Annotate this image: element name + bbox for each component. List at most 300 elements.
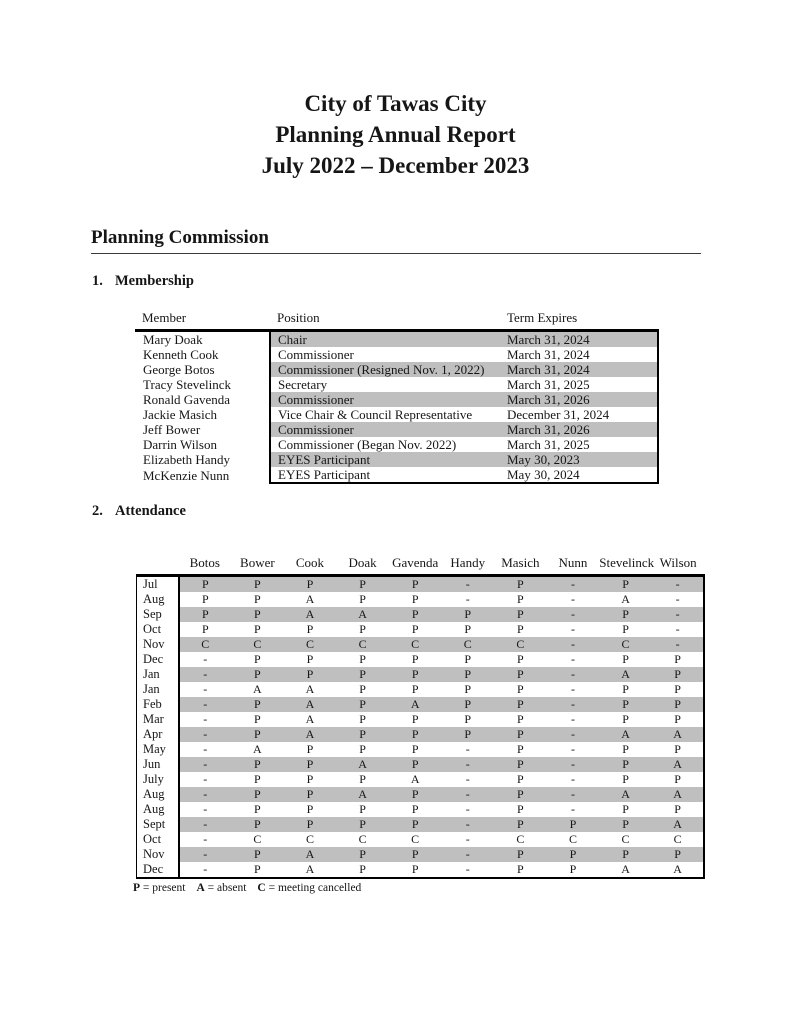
attendance-value-cell: -	[203, 832, 208, 846]
attendance-value-cell: P	[652, 847, 705, 862]
member-name-cell: Jeff Bower	[143, 422, 201, 437]
attendance-value-cell: P	[494, 847, 547, 862]
attendance-value-cell: -	[570, 772, 575, 786]
attendance-value-cell: -	[547, 607, 600, 622]
attendance-value-cell: P	[517, 772, 524, 786]
attendance-value-cell: P	[231, 607, 284, 622]
attendance-value-cell: P	[494, 697, 547, 712]
attendance-value-cell: P	[464, 682, 472, 696]
attendance-value-cell: P	[306, 772, 314, 786]
attendance-value-cell: P	[622, 652, 629, 666]
attendance-value-cell: P	[359, 772, 366, 786]
attendance-value-cell: A	[305, 682, 315, 696]
attendance-value-cell: P	[411, 712, 419, 726]
attendance-value-cell: P	[306, 622, 314, 636]
member-position-cell: Vice Chair & Council Representative	[270, 407, 500, 422]
attendance-value-cell: P	[336, 697, 389, 712]
attendance-value-cell: -	[652, 576, 705, 593]
attendance-value-cell: P	[652, 712, 705, 727]
attendance-col-header-handy: Handy	[441, 555, 494, 576]
attendance-value-cell: -	[570, 622, 575, 636]
attendance-value-cell: A	[305, 592, 315, 606]
attendance-value-cell: P	[336, 576, 389, 593]
section-heading-planning-commission: Planning Commission	[91, 227, 701, 254]
attendance-value-cell: P	[231, 667, 284, 682]
attendance-value-cell: P	[389, 576, 442, 593]
member-term-cell: March 31, 2024	[500, 331, 658, 348]
attendance-value-cell: A	[284, 847, 337, 862]
attendance-value-cell: P	[389, 817, 442, 832]
attendance-value-cell: P	[359, 652, 366, 666]
attendance-value-cell: P	[411, 652, 419, 666]
attendance-month-cell: May	[137, 742, 179, 757]
attendance-value-cell: A	[284, 862, 337, 878]
title-line-daterange: July 2022 – December 2023	[261, 153, 530, 178]
attendance-value-cell: -	[570, 742, 575, 756]
attendance-value-cell: P	[599, 757, 652, 772]
attendance-value-cell: P	[411, 592, 419, 606]
attendance-row	[137, 847, 705, 862]
member-name-cell: Kenneth Cook	[143, 347, 219, 362]
attendance-value-cell: -	[465, 742, 470, 756]
attendance-section-number: 2.	[92, 503, 103, 519]
attendance-value-cell: P	[284, 757, 337, 772]
attendance-value-cell: P	[494, 727, 547, 742]
title-line-city: City of Tawas City	[304, 91, 487, 116]
membership-row	[135, 331, 658, 348]
membership-row	[135, 452, 658, 467]
member-position-cell: Commissioner (Began Nov. 2022)	[270, 437, 500, 452]
attendance-value-cell: P	[336, 847, 389, 862]
attendance-value-cell: A	[253, 682, 262, 696]
member-term-cell: December 31, 2024	[500, 407, 658, 422]
attendance-row	[137, 802, 705, 817]
member-term-cell: March 31, 2026	[500, 422, 658, 437]
attendance-value-cell: P	[389, 607, 442, 622]
attendance-month-cell: Mar	[137, 712, 179, 727]
document-title	[0, 0, 791, 181]
attendance-value-cell: P	[517, 592, 524, 606]
attendance-month-cell: Jan	[137, 667, 179, 682]
attendance-value-cell: C	[516, 832, 525, 846]
attendance-value-cell: P	[389, 787, 442, 802]
attendance-value-cell: P	[411, 742, 419, 756]
attendance-value-cell: -	[570, 652, 575, 666]
attendance-value-cell: -	[179, 667, 232, 682]
attendance-value-cell: P	[547, 862, 600, 878]
attendance-row	[137, 772, 705, 787]
attendance-value-cell: P	[201, 622, 209, 636]
attendance-value-cell: -	[570, 802, 575, 816]
attendance-value-cell: A	[621, 592, 630, 606]
member-term-cell: March 31, 2025	[500, 437, 658, 452]
membership-section-heading	[92, 273, 791, 290]
attendance-col-header-blank	[137, 555, 179, 576]
attendance-month-cell: Feb	[137, 697, 179, 712]
attendance-value-cell: -	[547, 787, 600, 802]
attendance-value-cell: C	[494, 637, 547, 652]
attendance-value-cell: P	[359, 802, 366, 816]
attendance-value-cell: P	[179, 576, 232, 593]
attendance-value-cell: A	[284, 697, 337, 712]
member-position-cell: Chair	[270, 331, 500, 348]
legend-key: P	[133, 882, 141, 894]
attendance-value-cell: P	[622, 772, 629, 786]
attendance-row	[137, 712, 705, 727]
attendance-row	[137, 727, 705, 742]
attendance-value-cell: -	[465, 772, 470, 786]
attendance-month-cell: Dec	[137, 652, 179, 667]
attendance-value-cell: P	[441, 667, 494, 682]
attendance-row	[137, 592, 705, 607]
member-term-cell: March 31, 2024	[500, 347, 658, 362]
member-name-cell: Ronald Gavenda	[143, 392, 231, 407]
attendance-value-cell: A	[652, 727, 705, 742]
attendance-value-cell: P	[599, 697, 652, 712]
attendance-value-cell: P	[494, 757, 547, 772]
attendance-value-cell: C	[441, 637, 494, 652]
attendance-value-cell: P	[652, 682, 705, 697]
attendance-value-cell: A	[599, 667, 652, 682]
member-name-cell: Jackie Masich	[143, 407, 218, 422]
attendance-month-cell: Aug	[137, 787, 179, 802]
attendance-value-cell: -	[203, 712, 208, 726]
attendance-value-cell: P	[336, 727, 389, 742]
membership-row	[135, 467, 658, 483]
attendance-value-cell: P	[306, 652, 314, 666]
member-name-cell: George Botos	[143, 362, 215, 377]
legend-item: P = present	[133, 882, 186, 894]
legend-key: A	[196, 882, 205, 894]
title-line-report: Planning Annual Report	[275, 122, 516, 147]
attendance-row	[137, 787, 705, 802]
attendance-value-cell: -	[652, 607, 705, 622]
attendance-value-cell: P	[599, 817, 652, 832]
membership-table	[135, 310, 659, 484]
attendance-col-header-botos: Botos	[179, 555, 232, 576]
attendance-value-cell: P	[231, 576, 284, 593]
attendance-value-cell: C	[253, 832, 262, 846]
attendance-col-header-stevelinck: Stevelinck	[599, 555, 652, 576]
attendance-value-cell: P	[517, 622, 524, 636]
attendance-value-cell: P	[622, 712, 629, 726]
attendance-col-header-bower: Bower	[231, 555, 284, 576]
attendance-row	[137, 697, 705, 712]
attendance-value-cell: P	[231, 727, 284, 742]
attendance-value-cell: P	[284, 667, 337, 682]
membership-col-header-term: Term Expires	[500, 310, 658, 331]
attendance-value-cell: P	[652, 772, 705, 787]
attendance-value-cell: P	[359, 682, 366, 696]
attendance-row	[137, 652, 705, 667]
attendance-value-cell: -	[203, 742, 208, 756]
member-term-cell: March 31, 2025	[500, 377, 658, 392]
attendance-value-cell: P	[494, 576, 547, 593]
member-term-cell: March 31, 2026	[500, 392, 658, 407]
attendance-value-cell: -	[465, 592, 470, 606]
attendance-value-cell: P	[411, 802, 419, 816]
attendance-value-cell: P	[359, 592, 366, 606]
attendance-value-cell: P	[547, 817, 600, 832]
attendance-month-cell: July	[137, 772, 179, 787]
attendance-value-cell: P	[336, 667, 389, 682]
attendance-value-cell: P	[652, 667, 705, 682]
attendance-value-cell: P	[306, 742, 314, 756]
attendance-value-cell: -	[441, 787, 494, 802]
attendance-value-cell: P	[389, 727, 442, 742]
attendance-month-cell: Jan	[137, 682, 179, 697]
attendance-value-cell: P	[517, 802, 524, 816]
attendance-value-cell: P	[336, 817, 389, 832]
membership-row	[135, 437, 658, 452]
attendance-value-cell: P	[441, 607, 494, 622]
attendance-col-header-cook: Cook	[284, 555, 337, 576]
attendance-row	[137, 742, 705, 757]
attendance-value-cell: -	[179, 697, 232, 712]
attendance-value-cell: C	[231, 637, 284, 652]
member-term-cell: May 30, 2023	[500, 452, 658, 467]
attendance-value-cell: P	[652, 802, 705, 817]
member-name-cell: Darrin Wilson	[143, 437, 217, 452]
attendance-value-cell: P	[231, 847, 284, 862]
attendance-month-cell: Sep	[137, 607, 179, 622]
attendance-value-cell: P	[359, 742, 366, 756]
attendance-value-cell: P	[231, 787, 284, 802]
attendance-value-cell: A	[652, 757, 705, 772]
attendance-value-cell: P	[517, 712, 524, 726]
member-name-cell: Elizabeth Handy	[143, 452, 230, 467]
attendance-value-cell: P	[622, 742, 629, 756]
attendance-value-cell: A	[599, 787, 652, 802]
attendance-value-cell: -	[547, 576, 600, 593]
attendance-month-cell: Nov	[137, 847, 179, 862]
attendance-value-cell: -	[652, 622, 705, 637]
membership-header-row	[135, 310, 658, 331]
attendance-value-cell: P	[254, 712, 261, 726]
attendance-value-cell: -	[203, 682, 208, 696]
legend-item: A = absent	[196, 882, 247, 894]
attendance-value-cell: -	[547, 727, 600, 742]
attendance-value-cell: A	[284, 607, 337, 622]
member-position-cell: Commissioner	[270, 392, 500, 407]
membership-col-header-member: Member	[135, 310, 270, 331]
attendance-value-cell: -	[179, 862, 232, 878]
attendance-row	[137, 622, 705, 637]
attendance-value-cell: P	[411, 622, 419, 636]
attendance-month-cell: Apr	[137, 727, 179, 742]
legend-item: C = meeting cancelled	[257, 882, 362, 894]
attendance-value-cell: C	[336, 637, 389, 652]
attendance-value-cell: -	[441, 817, 494, 832]
member-position-cell: EYES Participant	[270, 467, 500, 483]
membership-col-header-position: Position	[270, 310, 500, 331]
attendance-month-cell: Jun	[137, 757, 179, 772]
attendance-row	[137, 637, 705, 652]
attendance-value-cell: P	[494, 607, 547, 622]
attendance-value-cell: P	[231, 817, 284, 832]
attendance-value-cell: P	[494, 667, 547, 682]
attendance-value-cell: -	[570, 592, 575, 606]
attendance-value-cell: P	[254, 652, 261, 666]
attendance-row	[137, 607, 705, 622]
attendance-value-cell: -	[465, 832, 470, 846]
attendance-value-cell: P	[464, 652, 472, 666]
attendance-value-cell: -	[179, 757, 232, 772]
attendance-value-cell: A	[305, 712, 315, 726]
attendance-value-cell: A	[284, 727, 337, 742]
membership-section-label: Membership	[115, 273, 194, 289]
attendance-value-cell: P	[517, 682, 524, 696]
attendance-header-row	[137, 555, 705, 576]
attendance-value-cell: C	[568, 832, 577, 846]
attendance-table	[136, 555, 705, 879]
attendance-value-cell: -	[570, 712, 575, 726]
attendance-value-cell: P	[389, 667, 442, 682]
attendance-value-cell: P	[389, 862, 442, 878]
attendance-month-cell: Oct	[137, 832, 179, 847]
attendance-value-cell: -	[179, 727, 232, 742]
attendance-value-cell: -	[547, 637, 600, 652]
attendance-value-cell: A	[410, 772, 420, 786]
member-position-cell: Commissioner	[270, 347, 500, 362]
attendance-section-label: Attendance	[115, 503, 186, 519]
attendance-month-cell: Aug	[137, 592, 179, 607]
member-position-cell: Secretary	[270, 377, 500, 392]
attendance-value-cell: -	[441, 576, 494, 593]
attendance-value-cell: -	[547, 757, 600, 772]
attendance-value-cell: P	[599, 847, 652, 862]
membership-row	[135, 377, 658, 392]
attendance-value-cell: A	[599, 862, 652, 878]
attendance-col-header-gavenda: Gavenda	[389, 555, 442, 576]
attendance-value-cell: -	[441, 862, 494, 878]
attendance-value-cell: P	[231, 862, 284, 878]
attendance-value-cell: P	[284, 576, 337, 593]
member-position-cell: EYES Participant	[270, 452, 500, 467]
attendance-month-cell: Dec	[137, 862, 179, 878]
attendance-value-cell: -	[652, 592, 705, 607]
attendance-value-cell: C	[652, 832, 705, 847]
attendance-value-cell: C	[358, 832, 367, 846]
attendance-value-cell: C	[411, 832, 420, 846]
attendance-value-cell: P	[599, 576, 652, 593]
membership-row	[135, 392, 658, 407]
attendance-col-header-nunn: Nunn	[547, 555, 600, 576]
attendance-value-cell: C	[179, 637, 232, 652]
attendance-value-cell: P	[622, 622, 629, 636]
attendance-value-cell: P	[254, 622, 261, 636]
attendance-value-cell: P	[201, 592, 209, 606]
attendance-row	[137, 757, 705, 772]
attendance-value-cell: -	[547, 667, 600, 682]
attendance-value-cell: P	[652, 652, 705, 667]
attendance-value-cell: C	[305, 832, 314, 846]
attendance-row	[137, 667, 705, 682]
attendance-value-cell: P	[359, 712, 366, 726]
legend-key: C	[257, 882, 266, 894]
attendance-value-cell: P	[441, 697, 494, 712]
attendance-value-cell: A	[253, 742, 262, 756]
attendance-value-cell: -	[465, 802, 470, 816]
attendance-value-cell: -	[179, 787, 232, 802]
attendance-value-cell: P	[464, 712, 472, 726]
attendance-value-cell: P	[622, 802, 629, 816]
membership-row	[135, 407, 658, 422]
attendance-value-cell: -	[652, 637, 705, 652]
attendance-value-cell: P	[179, 607, 232, 622]
attendance-value-cell: -	[441, 757, 494, 772]
attendance-value-cell: P	[599, 607, 652, 622]
attendance-value-cell: P	[547, 847, 600, 862]
attendance-value-cell: P	[254, 592, 261, 606]
attendance-value-cell: P	[231, 697, 284, 712]
attendance-row	[137, 832, 705, 847]
member-name-cell: Mary Doak	[143, 332, 203, 347]
attendance-col-header-masich: Masich	[494, 555, 547, 576]
attendance-value-cell: P	[284, 787, 337, 802]
member-term-cell: March 31, 2024	[500, 362, 658, 377]
attendance-col-header-wilson: Wilson	[652, 555, 705, 576]
attendance-value-cell: P	[494, 787, 547, 802]
membership-row	[135, 362, 658, 377]
attendance-value-cell: P	[411, 682, 419, 696]
attendance-value-cell: P	[254, 772, 261, 786]
attendance-value-cell: P	[441, 727, 494, 742]
attendance-row	[137, 576, 705, 593]
attendance-value-cell: P	[254, 802, 261, 816]
attendance-row	[137, 682, 705, 697]
attendance-month-cell: Aug	[137, 802, 179, 817]
attendance-value-cell: P	[464, 622, 472, 636]
attendance-value-cell: P	[284, 817, 337, 832]
attendance-value-cell: -	[203, 772, 208, 786]
attendance-value-cell: P	[336, 862, 389, 878]
attendance-value-cell: C	[284, 637, 337, 652]
member-term-cell: May 30, 2024	[500, 467, 658, 483]
attendance-value-cell: P	[389, 847, 442, 862]
attendance-month-cell: Sept	[137, 817, 179, 832]
attendance-value-cell: C	[599, 637, 652, 652]
membership-row	[135, 422, 658, 437]
member-name-cell: McKenzie Nunn	[143, 467, 230, 483]
attendance-value-cell: -	[570, 682, 575, 696]
attendance-value-cell: P	[622, 682, 629, 696]
attendance-value-cell: P	[231, 757, 284, 772]
attendance-value-cell: P	[652, 742, 705, 757]
attendance-value-cell: A	[336, 757, 389, 772]
attendance-value-cell: A	[389, 697, 442, 712]
attendance-value-cell: P	[652, 697, 705, 712]
attendance-value-cell: A	[336, 787, 389, 802]
attendance-value-cell: P	[494, 817, 547, 832]
attendance-section-heading	[92, 503, 791, 520]
attendance-value-cell: A	[336, 607, 389, 622]
attendance-value-cell: C	[389, 637, 442, 652]
attendance-value-cell: A	[652, 862, 705, 878]
attendance-month-cell: Nov	[137, 637, 179, 652]
attendance-row	[137, 862, 705, 878]
attendance-value-cell: P	[517, 652, 524, 666]
attendance-value-cell: -	[441, 847, 494, 862]
member-position-cell: Commissioner	[270, 422, 500, 437]
attendance-month-cell: Jul	[137, 576, 179, 593]
member-name-cell: Tracy Stevelinck	[143, 377, 231, 392]
attendance-value-cell: P	[306, 802, 314, 816]
attendance-value-cell: A	[652, 787, 705, 802]
attendance-col-header-doak: Doak	[336, 555, 389, 576]
attendance-value-cell: A	[652, 817, 705, 832]
attendance-month-cell: Oct	[137, 622, 179, 637]
